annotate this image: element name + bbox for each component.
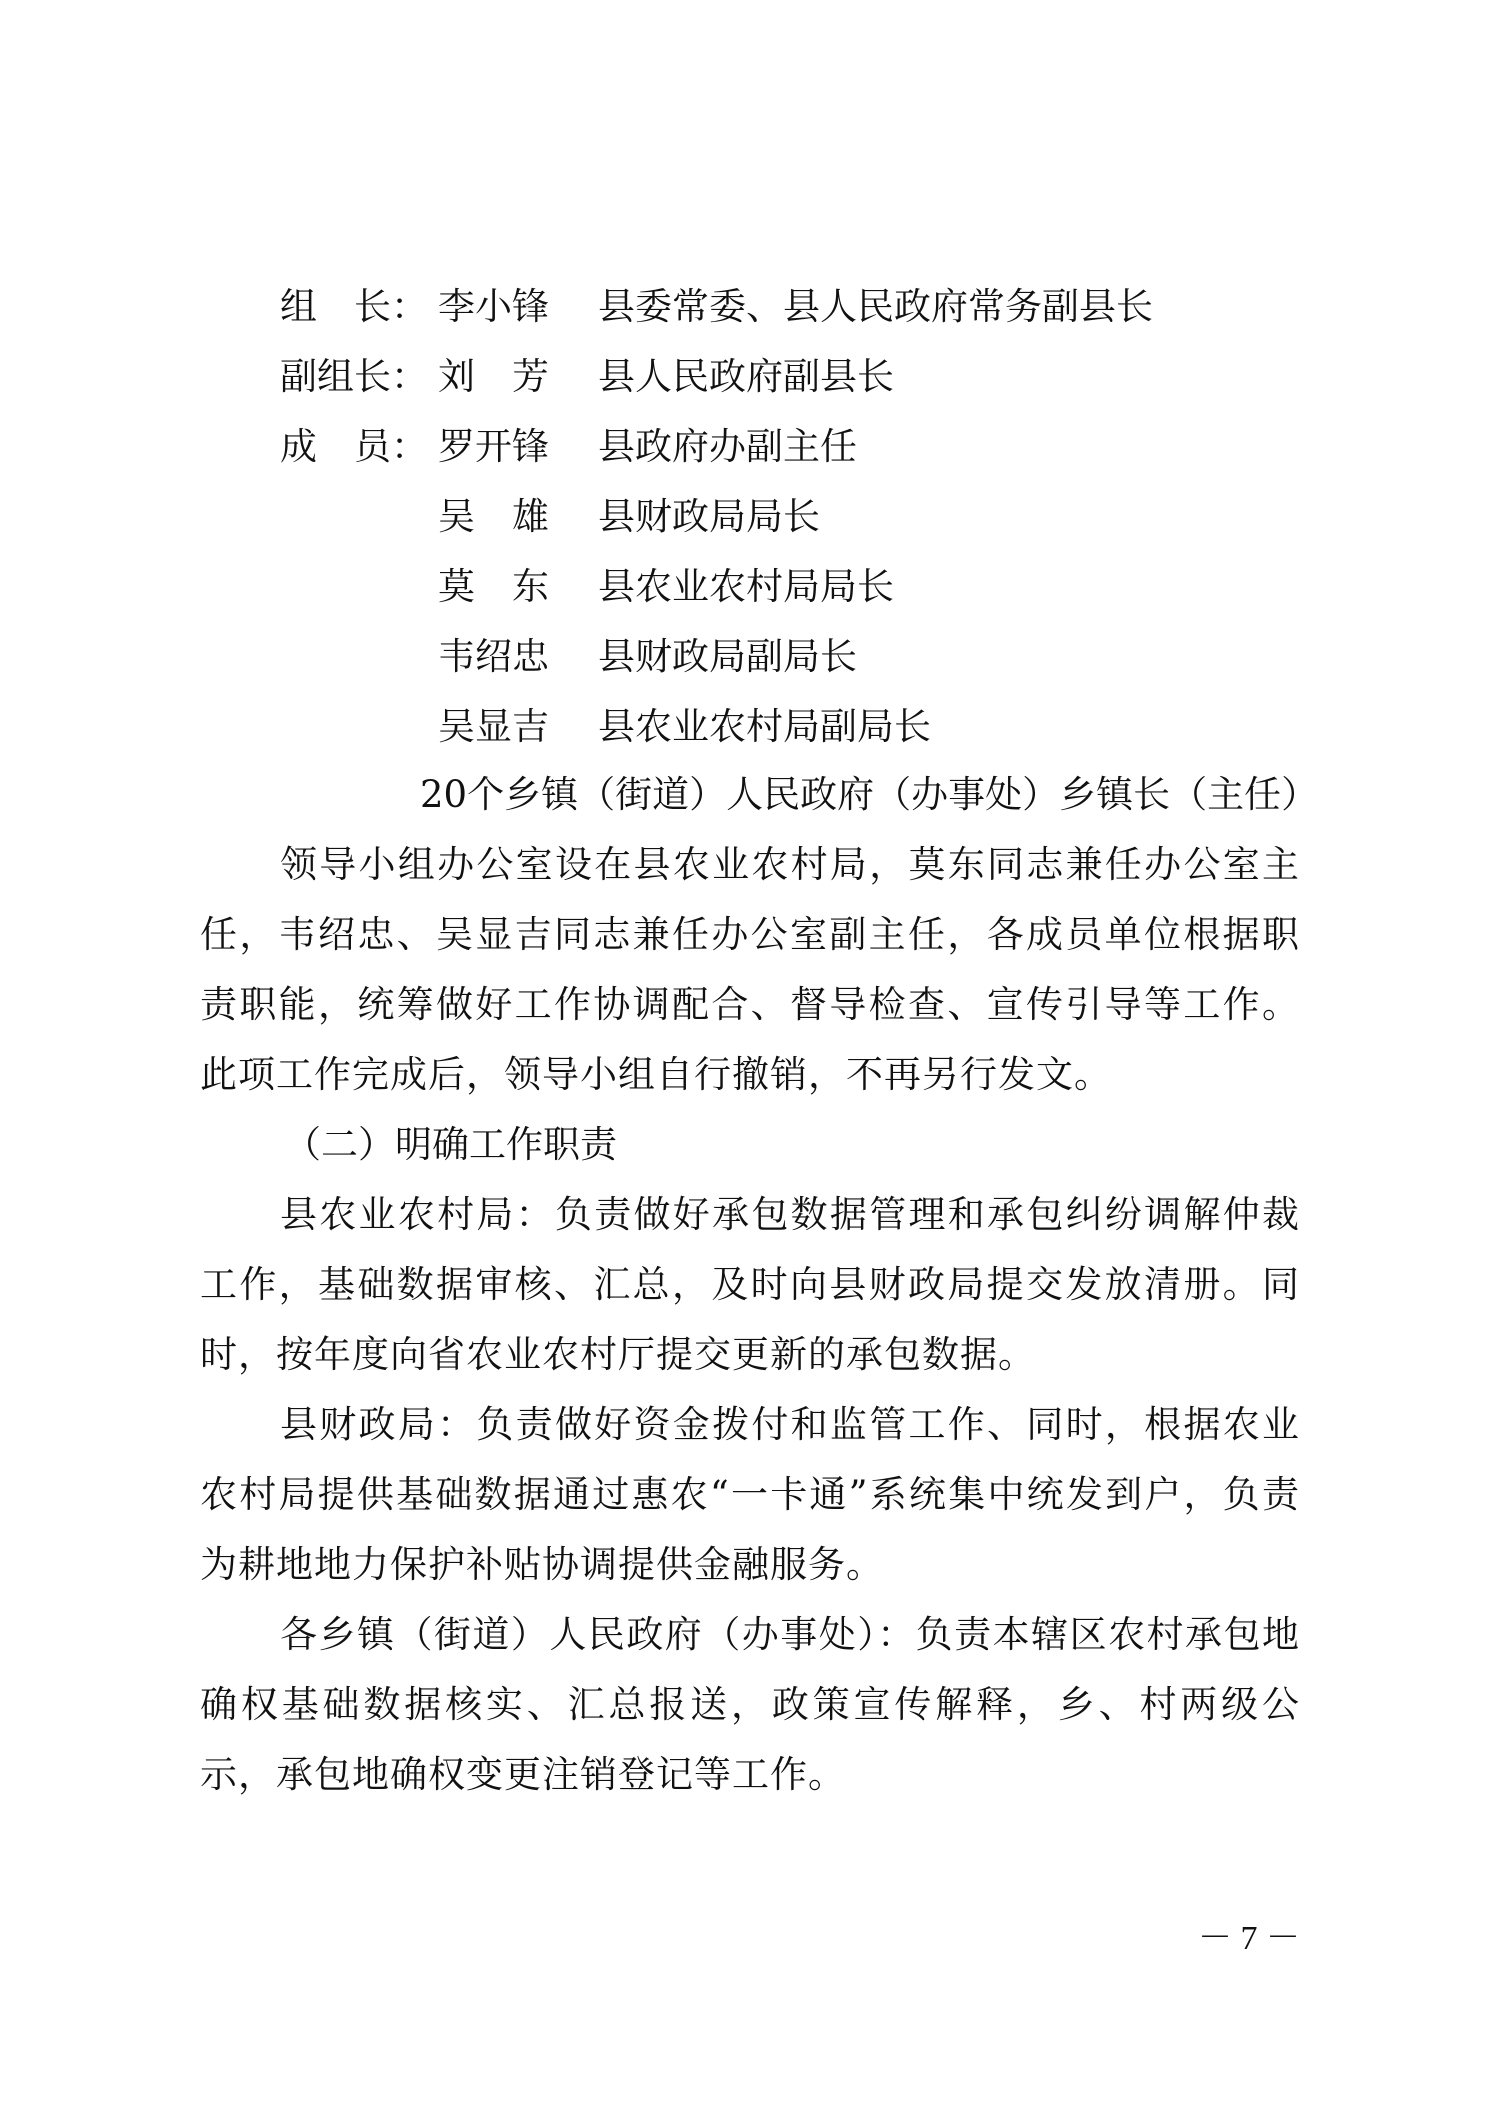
agri-bureau-paragraph: 县农业农村局：负责做好承包数据管理和承包纠纷调解仲裁工作，基础数据审核、汇总，及时向县财政局提交发放清册。同时，按年度向省农业农村厅提交更新的承包数据。 bbox=[200, 1193, 1300, 1376]
roster-name: 吴显吉 bbox=[438, 705, 549, 748]
roster-name: 莫 东 bbox=[438, 565, 549, 608]
roster-title: 县农业农村局局长 bbox=[598, 565, 894, 608]
page-number: － 7 － bbox=[1198, 1920, 1300, 1957]
roster-name: 韦绍忠 bbox=[438, 635, 549, 678]
roster-row bbox=[280, 622, 1320, 692]
roster-title: 县委常委、县人民政府常务副县长 bbox=[598, 285, 1153, 328]
roster-row bbox=[280, 342, 1320, 412]
roster-role: 成 员： bbox=[280, 425, 428, 468]
roster-title: 县政府办副主任 bbox=[598, 425, 857, 468]
office-paragraph: 领导小组办公室设在县农业农村局，莫东同志兼任办公室主任，韦绍忠、吴显吉同志兼任办公室副主任，各成员单位根据职责职能，统筹做好工作协调配合、督导检查、宣传引导等工作。此项工作完成后，领导小组自行撤销，不再另行发文。 bbox=[200, 843, 1300, 1096]
roster-title: 县财政局副局长 bbox=[598, 635, 857, 678]
roster-row bbox=[280, 482, 1320, 552]
roster-role: 副组长： bbox=[280, 355, 428, 398]
towns-line: 20个乡镇（街道）人民政府（办事处）乡镇长（主任） bbox=[420, 773, 1319, 816]
finance-bureau-paragraph: 县财政局：负责做好资金拨付和监管工作、同时，根据农业农村局提供基础数据通过惠农“一卡通”系统集中统发到户，负责为耕地地力保护补贴协调提供金融服务。 bbox=[200, 1403, 1300, 1586]
towns-paragraph: 各乡镇（街道）人民政府（办事处）：负责本辖区农村承包地确权基础数据核实、汇总报送，政策宣传解释，乡、村两级公示，承包地确权变更注销登记等工作。 bbox=[200, 1613, 1300, 1796]
roster-name: 刘 芳 bbox=[438, 355, 549, 398]
body-text bbox=[200, 830, 1300, 1810]
leadership-roster bbox=[280, 272, 1320, 762]
roster-row bbox=[280, 272, 1320, 342]
roster-title: 县财政局局长 bbox=[598, 495, 820, 538]
roster-name: 罗开锋 bbox=[438, 425, 549, 468]
roster-row bbox=[280, 692, 1320, 762]
roster-title: 县农业农村局副局长 bbox=[598, 705, 931, 748]
roster-row bbox=[280, 412, 1320, 482]
roster-row bbox=[280, 552, 1320, 622]
roster-role: 组 长： bbox=[280, 285, 428, 328]
roster-title: 县人民政府副县长 bbox=[598, 355, 894, 398]
section-heading: （二）明确工作职责 bbox=[284, 1123, 617, 1166]
roster-name: 李小锋 bbox=[438, 285, 549, 328]
roster-name: 吴 雄 bbox=[438, 495, 549, 538]
